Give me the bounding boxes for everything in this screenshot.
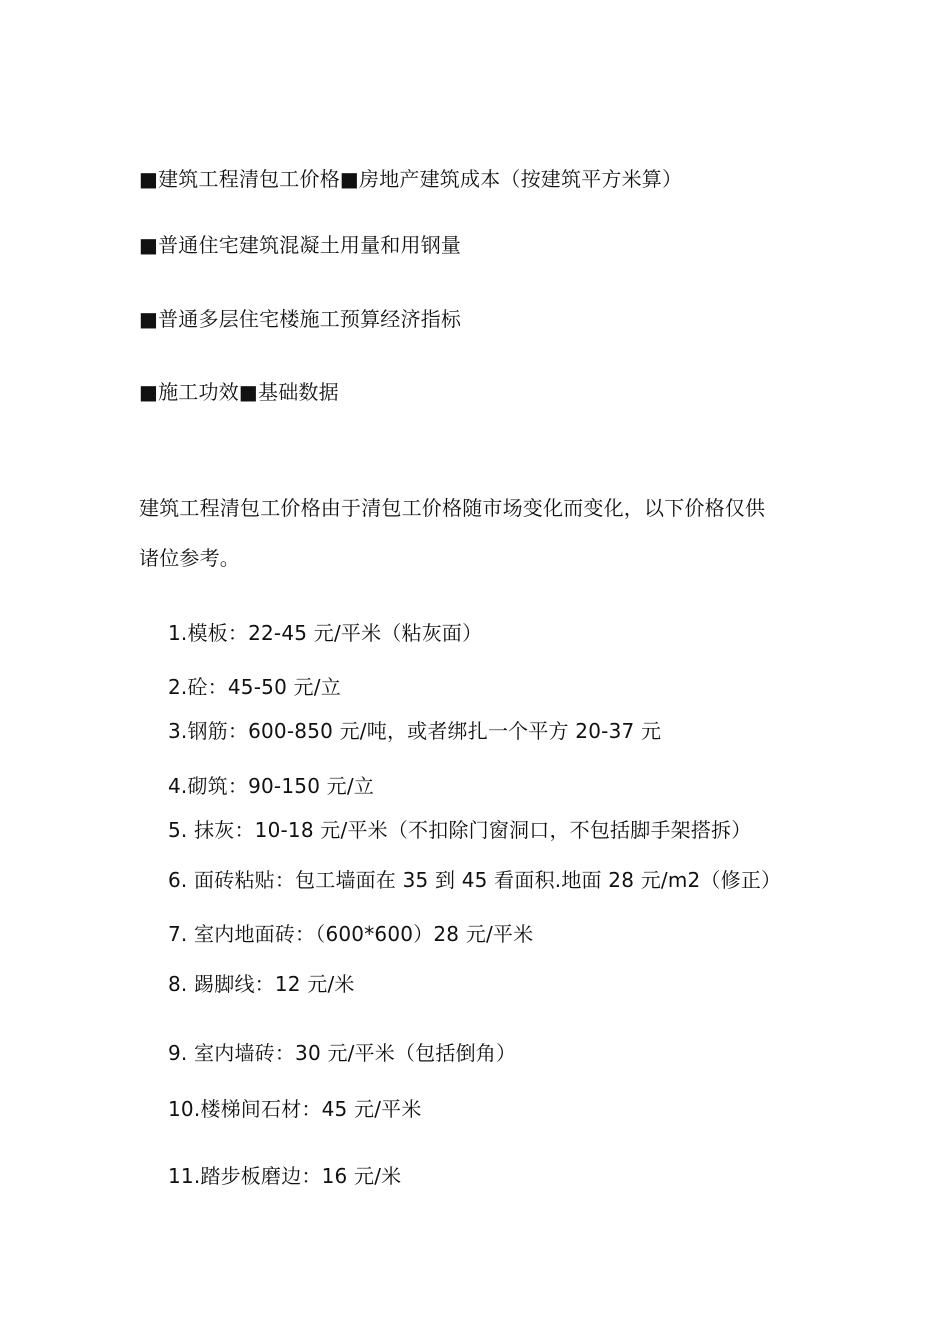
- price-list-item: 6. 面砖粘贴：包工墙面在 35 到 45 看面积.地面 28 元/m2（修正）: [168, 868, 782, 892]
- intro-paragraph-line: 诸位参考。: [139, 546, 240, 570]
- heading-line: ■普通多层住宅楼施工预算经济指标: [139, 307, 462, 331]
- heading-line: ■建筑工程清包工价格■房地产建筑成本（按建筑平方米算）: [139, 167, 683, 191]
- price-list-item: 7. 室内地面砖：（600*600）28 元/平米: [168, 922, 534, 946]
- price-list-item: 11.踏步板磨边：16 元/米: [168, 1164, 402, 1188]
- price-list-item: 1.模板：22-45 元/平米（粘灰面）: [168, 621, 483, 645]
- price-list-item: 5. 抹灰：10-18 元/平米（不扣除门窗洞口，不包括脚手架搭拆）: [168, 818, 752, 842]
- heading-line: ■普通住宅建筑混凝土用量和用钢量: [139, 233, 462, 257]
- heading-line: ■施工功效■基础数据: [139, 380, 339, 404]
- price-list-item: 9. 室内墙砖：30 元/平米（包括倒角）: [168, 1041, 517, 1065]
- intro-paragraph-line: 建筑工程清包工价格由于清包工价格随市场变化而变化，以下价格仅供: [139, 496, 766, 520]
- price-list-item: 8. 踢脚线：12 元/米: [168, 972, 355, 996]
- price-list-item: 4.砌筑：90-150 元/立: [168, 774, 375, 798]
- price-list-item: 10.楼梯间石材：45 元/平米: [168, 1097, 422, 1121]
- price-list-item: 3.钢筋：600-850 元/吨，或者绑扎一个平方 20-37 元: [168, 719, 662, 743]
- price-list-item: 2.砼：45-50 元/立: [168, 675, 341, 699]
